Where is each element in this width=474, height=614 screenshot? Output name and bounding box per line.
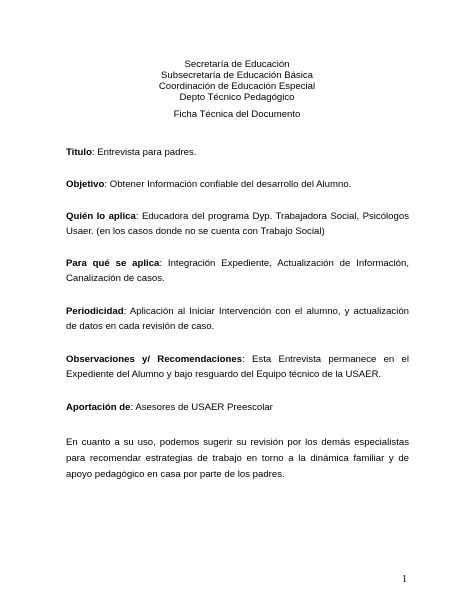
field-para-que-label: Para qué se aplica: [66, 258, 160, 269]
header-line-depto: Depto Técnico Pedagógico: [179, 92, 295, 103]
field-periodicidad-value: Aplicación al Iniciar Intervención con el alumno, y actualización de datos en cada revisión de caso.: [66, 306, 410, 332]
field-observaciones-separator: :: [242, 354, 252, 365]
field-observaciones-value: Esta Entrevista permanece en el Expediente del Alumno y bajo resguardo del Equipo técnico de la USAER.: [66, 354, 409, 380]
field-aportacion: [66, 400, 409, 415]
field-para-que-se-aplica: [66, 256, 409, 286]
header-line-coordinacion: Coordinación de Educación Especial: [158, 81, 316, 92]
closing-paragraph: En cuanto a su uso, podemos sugerir su revisión por los demás especialistas para recomendar estrategias de trabajo en torno a la dinámica familiar y de apoyo pedagógico en casa por parte de los padres.: [66, 437, 409, 480]
header-line-secretaria: Secretaría de Educación: [184, 59, 290, 70]
field-periodicidad: [66, 304, 409, 334]
field-aportacion-value: Asesores de USAER Preescolar: [135, 402, 273, 413]
field-aportacion-separator: :: [130, 402, 136, 413]
document-header: [0, 59, 474, 103]
field-objetivo-label: Objetivo: [66, 179, 105, 190]
field-para-que-separator: :: [159, 258, 168, 269]
field-observaciones-label: Observaciones y/ Recomendaciones: [66, 354, 243, 365]
field-titulo-separator: :: [91, 147, 98, 158]
field-para-que-value: Integración Expediente, Actualización de Información, Canalización de casos.: [66, 258, 409, 284]
header-line-subsecretaria: Subsecretaría de Educación Básica: [161, 70, 313, 81]
document-title: Ficha Técnica del Documento: [173, 109, 301, 120]
field-quien-lo-aplica: [66, 209, 409, 239]
field-quien-separator: :: [135, 211, 142, 222]
field-quien-label: Quién lo aplica: [66, 211, 136, 222]
page-number: 1: [402, 574, 407, 585]
field-objetivo-value: Obtener Información confiable del desarrollo del Alumno.: [109, 179, 352, 190]
field-titulo: [66, 145, 409, 160]
field-observaciones: [66, 352, 409, 382]
field-periodicidad-label: Periodicidad: [66, 306, 124, 317]
field-objetivo: [66, 177, 409, 192]
field-titulo-value: Entrevista para padres.: [97, 147, 197, 158]
field-quien-value: Educadora del programa Dyp. Trabajadora Social, Psicólogos Usaer. (en los casos donde no se cuenta con Trabajo Social): [66, 211, 409, 237]
field-aportacion-label: Aportación de: [66, 402, 131, 413]
field-titulo-label: Titulo: [66, 147, 92, 158]
field-periodicidad-separator: :: [123, 306, 130, 317]
field-objetivo-separator: :: [104, 179, 110, 190]
